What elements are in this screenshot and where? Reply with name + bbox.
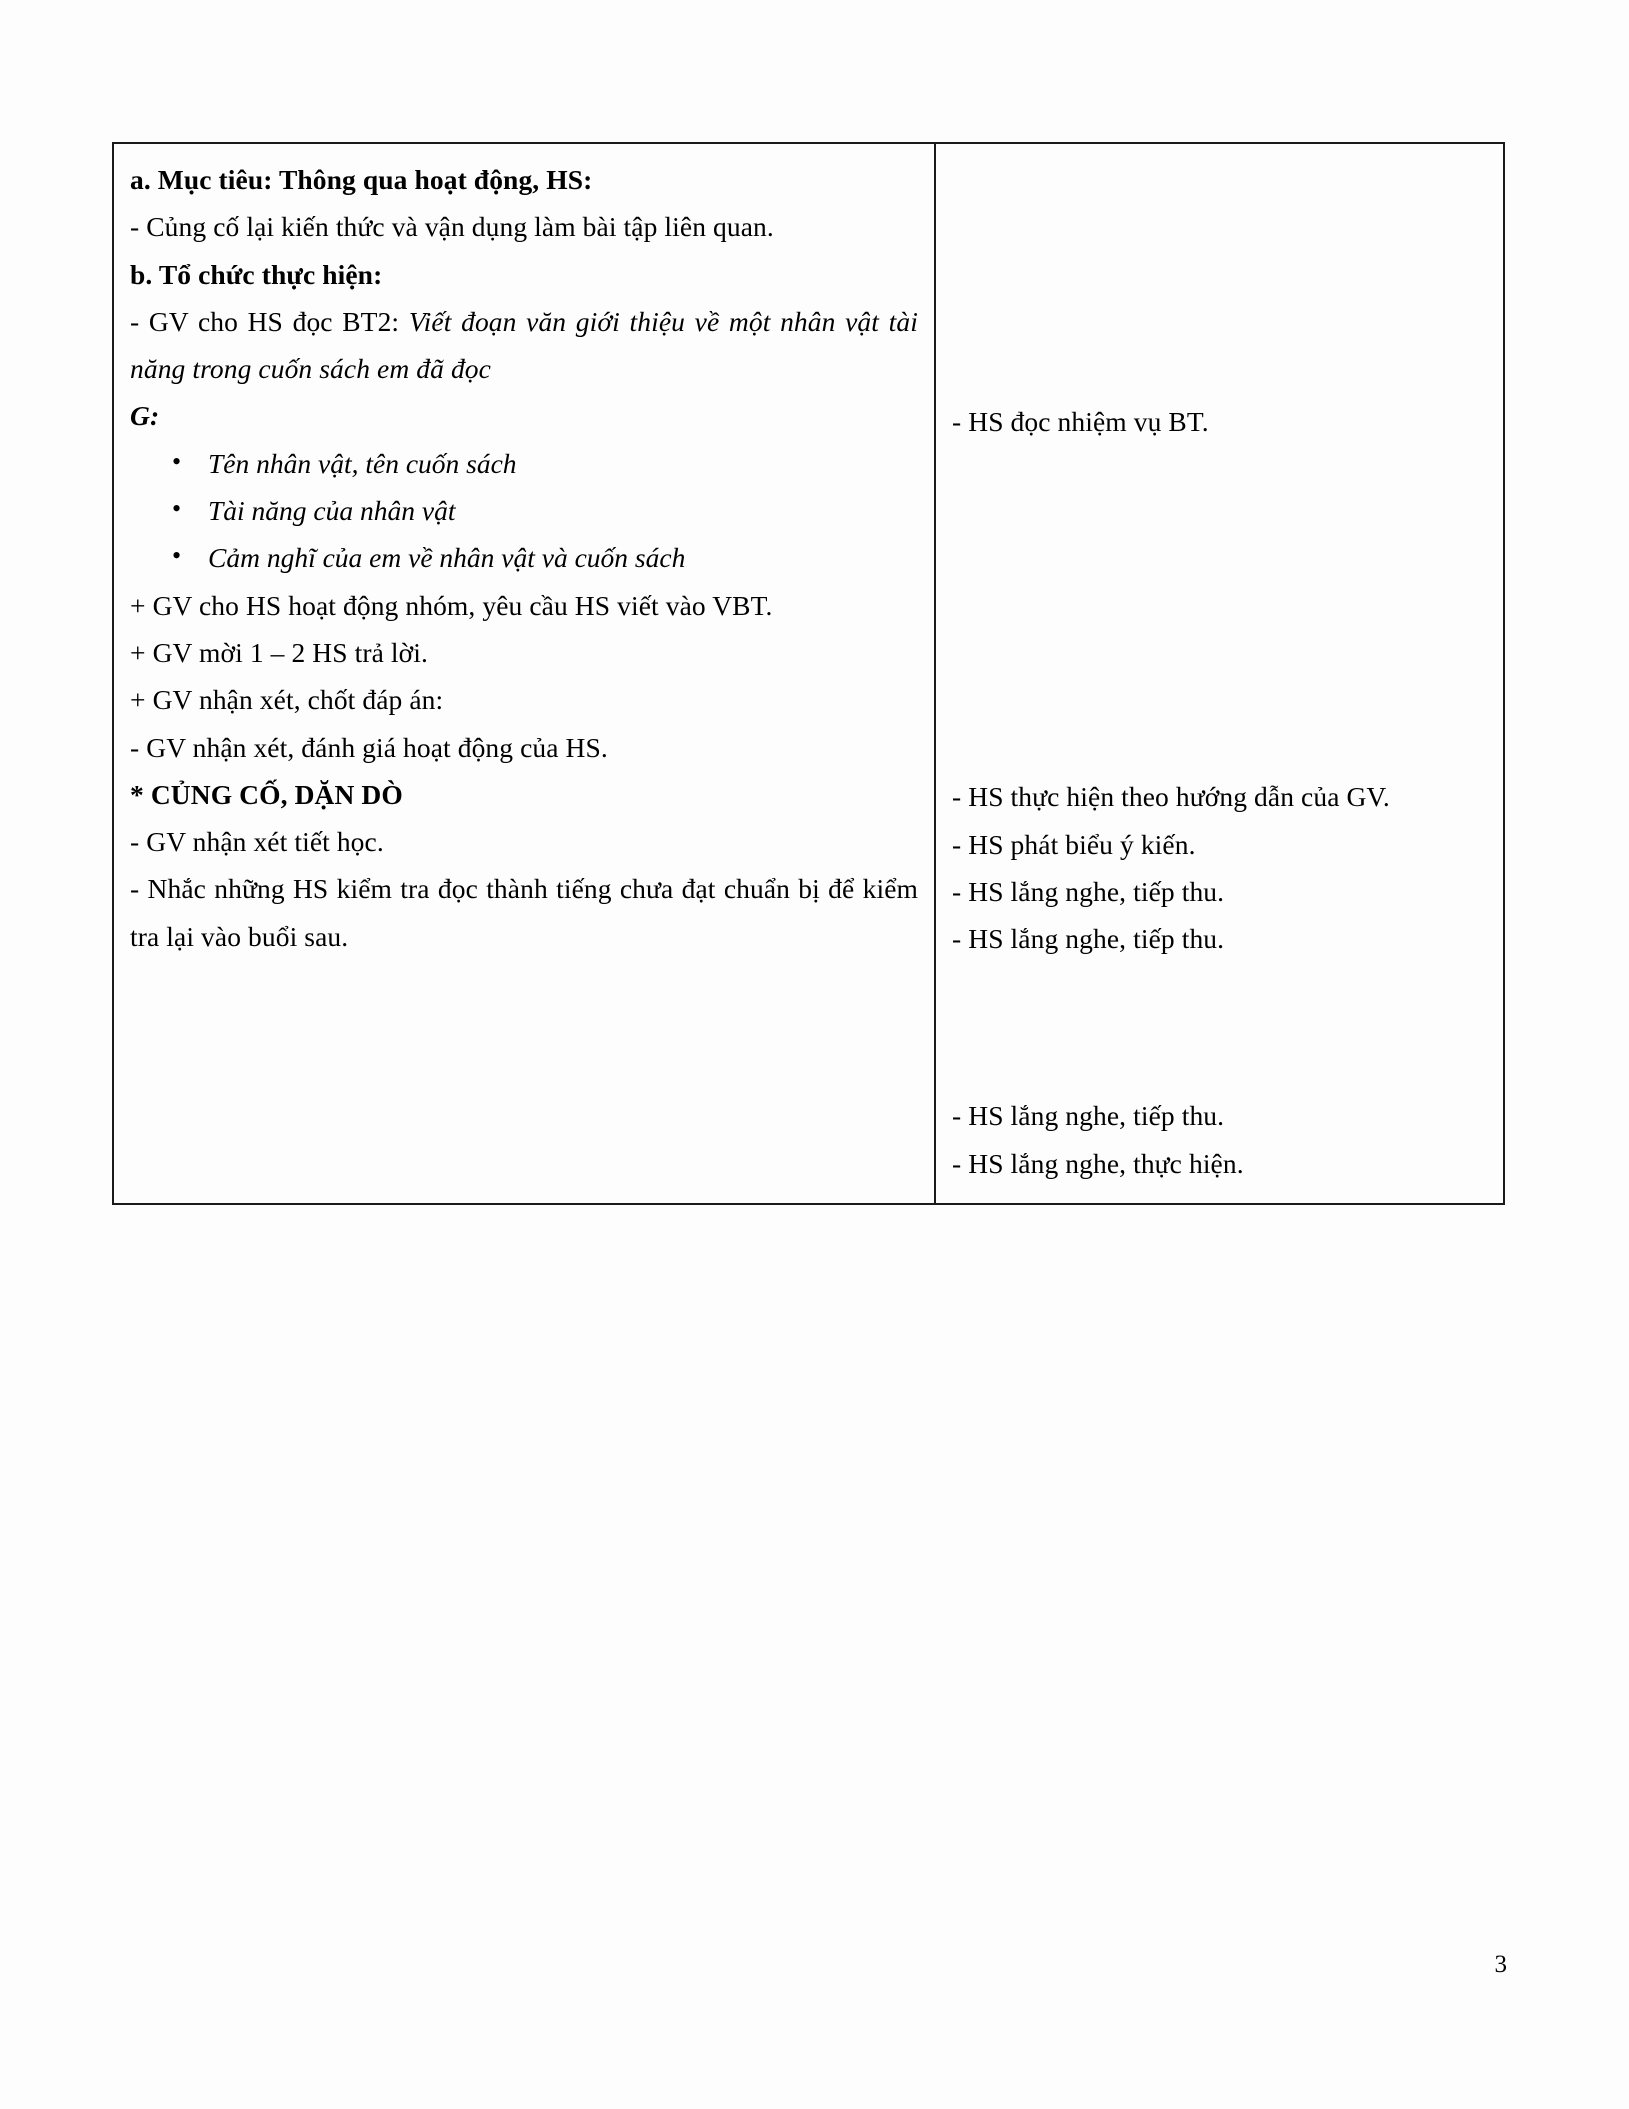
step-invite: + GV mời 1 – 2 HS trả lời.: [130, 636, 429, 668]
page-number: 3: [1494, 1951, 1507, 1978]
response-listen-3: - HS lắng nghe, tiếp thu.: [952, 1100, 1225, 1132]
response-listen-1: - HS lắng nghe, tiếp thu.: [952, 875, 1225, 907]
wrapup-heading: * CỦNG CỐ, DẶN DÒ: [130, 778, 403, 810]
list-item: • Tài năng của nhân vật: [208, 487, 918, 534]
response-follow-guide: - HS thực hiện theo hướng dẫn của GV.: [952, 781, 1390, 813]
spacer: [952, 156, 1487, 398]
task-intro-italic: Viết đoạn văn giới thiệu về một nhân vật tài năng trong cuốn sách em đã đọc: [130, 305, 918, 385]
step-comment: + GV nhận xét, chốt đáp án:: [130, 684, 444, 716]
response-listen-do: - HS lắng nghe, thực hiện.: [952, 1147, 1244, 1179]
objective-heading: a. Mục tiêu: Thông qua hoạt động, HS:: [130, 164, 593, 195]
spacer: [952, 445, 1487, 687]
teacher-activity-content: [114, 144, 934, 976]
student-activity-content: [936, 144, 1503, 1203]
step-evaluate: - GV nhận xét, đánh giá hoạt động của HS.: [130, 731, 608, 763]
list-item: • Cảm nghĩ của em về nhân vật và cuốn sách: [208, 534, 918, 581]
spacer: [952, 687, 1487, 773]
wrapup-comment: - GV nhận xét tiết học.: [130, 826, 384, 858]
guide-label: G:: [130, 400, 160, 432]
lesson-plan-table: [112, 142, 1505, 1205]
response-listen-2: - HS lắng nghe, tiếp thu.: [952, 923, 1225, 955]
list-item: • Tên nhân vật, tên cuốn sách: [208, 440, 918, 487]
teacher-activity-cell: [113, 143, 935, 1204]
response-speak: - HS phát biểu ý kiến.: [952, 828, 1196, 860]
guide-bullet-list: [130, 440, 918, 582]
objective-body: - Củng cố lại kiến thức và vận dụng làm bài tập liên quan.: [130, 211, 774, 243]
organization-heading: b. Tổ chức thực hiện:: [130, 258, 383, 290]
task-intro-plain: - GV cho HS đọc BT2:: [130, 305, 409, 337]
student-activity-cell: [935, 143, 1504, 1204]
spacer: [952, 962, 1487, 1092]
response-read-task: - HS đọc nhiệm vụ BT.: [952, 406, 1209, 437]
table-row: [113, 143, 1504, 1204]
step-group-work: + GV cho HS hoạt động nhóm, yêu cầu HS viết vào VBT.: [130, 589, 773, 621]
task-intro: [130, 298, 918, 393]
wrapup-reminder: - Nhắc những HS kiểm tra đọc thành tiếng chưa đạt chuẩn bị để kiểm tra lại vào buổi sau.: [130, 873, 918, 952]
